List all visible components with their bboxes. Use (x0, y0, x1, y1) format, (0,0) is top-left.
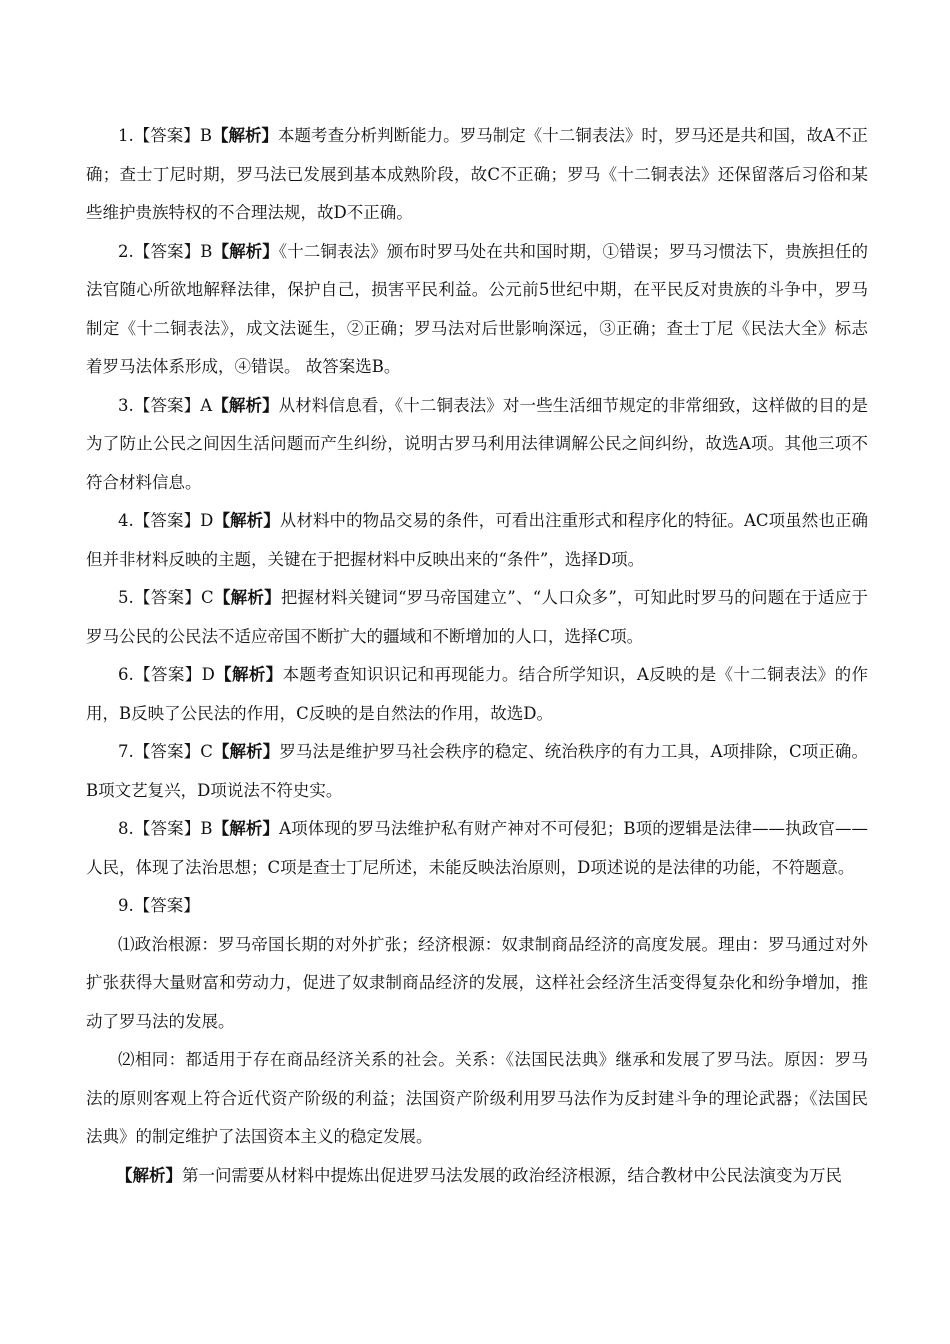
answer-item-3 (86, 387, 868, 503)
analysis-text: 本题考查知识识记和再现能力。结合所学知识，A反映的是《十二铜表法》的作用，B反映了公民法的作用，C反映的是自然法的作用，故选D。 (86, 665, 869, 723)
item-number: 5. (118, 588, 134, 607)
answer-item-2 (86, 233, 868, 387)
answer-label: 【答案】B (133, 819, 213, 838)
analysis-text: 从材料中的物品交易的条件，可看出注重形式和程序化的特征。AC项虽然也正确但并非材料反映的主题，关键在于把握材料中反映出来的“条件”，选择D项。 (86, 511, 869, 569)
item-number: 7. (118, 742, 134, 761)
analysis-label: 【解析】 (212, 819, 280, 838)
item-number: 8. (118, 819, 134, 838)
answer-label: 【答案】 (133, 896, 200, 915)
answer-item-9-part2: ⑵相同：都适用于存在商品经济关系的社会。关系：《法国民法典》继承和发展了罗马法。原因：罗马法的原则客观上符合近代资产阶级的利益；法国资产阶级利用罗马法作为反封建斗争的理论武器；《法国民法典》的制定维护了法国资本主义的稳定发展。 (86, 1050, 868, 1146)
item-number: 4. (118, 511, 134, 530)
item-number: 6. (118, 665, 134, 684)
analysis-text: A项体现的罗马法维护私有财产神对不可侵犯；B项的逻辑是法律——执政官——人民，体现了法治思想；C项是查士丁尼所述，未能反映法治原则，D项述说的是法律的功能，不符题意。 (86, 819, 868, 877)
answer-item-1 (86, 117, 868, 233)
analysis-label: 【解析】 (212, 742, 280, 761)
analysis-text: 把握材料关键词“罗马帝国建立”、“人口众多”，可知此时罗马的问题在于适应于罗马公民的公民法不适应帝国不断扩大的疆域和不断增加的人口，选择C项。 (86, 588, 869, 646)
analysis-label: 【解析】 (213, 588, 281, 607)
item-number: 2. (118, 241, 134, 261)
analysis-text: 第一问需要从材料中提炼出促进罗马法发展的政治经济根源，结合教材中公民法演变为万民 (182, 1165, 842, 1185)
answer-item-7 (86, 733, 868, 810)
answer-item-5 (86, 579, 868, 656)
analysis-text: 《十二铜表法》颁布时罗马处在共和国时期，①错误；罗马习惯法下，贵族担任的法官随心所欲地解释法律，保护自己，损害平民利益。公元前5世纪中期，在平民反对贵族的斗争中，罗马制定《十二铜表法》，成文法诞生，②正确；罗马法对后世影响深远，③正确；查士丁尼《民法大全》标志着罗马法体系形成，④错误。 故答案选B。 (86, 241, 869, 376)
answer-item-9-analysis (86, 1157, 868, 1196)
analysis-label: 【解析】 (212, 241, 279, 261)
answer-label: 【答案】C (133, 588, 214, 607)
analysis-label: 【解析】 (211, 126, 279, 145)
analysis-label: 【解析】 (116, 1165, 182, 1185)
answer-label: 【答案】B (133, 241, 213, 261)
answer-label: 【答案】B (133, 126, 212, 145)
answer-item-9-part1: ⑴政治根源：罗马帝国长期的对外扩张；经济根源：奴隶制商品经济的高度发展。理由：罗马通过对外扩张获得大量财富和劳动力，促进了奴隶制商品经济的发展，这样社会经济生活变得复杂化和纷争增加，推动了罗马法的发展。 (86, 934, 868, 1031)
analysis-text: 从材料信息看，《十二铜表法》对一些生活细节规定的非常细致，这样做的目的是为了防止公民之间因生活问题而产生纠纷，说明古罗马利用法律调解公民之间纠纷，故选A项。其他三项不符合材料信息。 (86, 395, 869, 492)
analysis-label: 【解析】 (213, 511, 280, 530)
answer-label: 【答案】A (133, 395, 213, 415)
item-number: 3. (118, 395, 134, 415)
answer-item-8 (86, 810, 868, 887)
answer-document (86, 117, 868, 1195)
answer-item-9-heading (86, 887, 868, 926)
answer-item-4 (86, 502, 868, 579)
analysis-text: 罗马法是维护罗马社会秩序的稳定、统治秩序的有力工具，A项排除，C项正确。B项文艺复兴，D项说法不符史实。 (86, 742, 868, 800)
analysis-label: 【解析】 (214, 665, 283, 684)
item-number: 9. (118, 896, 134, 915)
analysis-text: 本题考查分析判断能力。罗马制定《十二铜表法》时，罗马还是共和国，故A不正确；查士丁尼时期，罗马法已发展到基本成熟阶段，故C不正确；罗马《十二铜表法》还保留落后习俗和某些维护贵族特权的不合理法规，故D不正确。 (86, 126, 868, 222)
answer-label: 【答案】D (133, 511, 214, 530)
item-number: 1. (118, 126, 134, 145)
analysis-label: 【解析】 (212, 395, 279, 415)
answer-label: 【答案】D (133, 665, 215, 684)
answer-label: 【答案】C (133, 742, 213, 761)
answer-item-6 (86, 656, 868, 733)
